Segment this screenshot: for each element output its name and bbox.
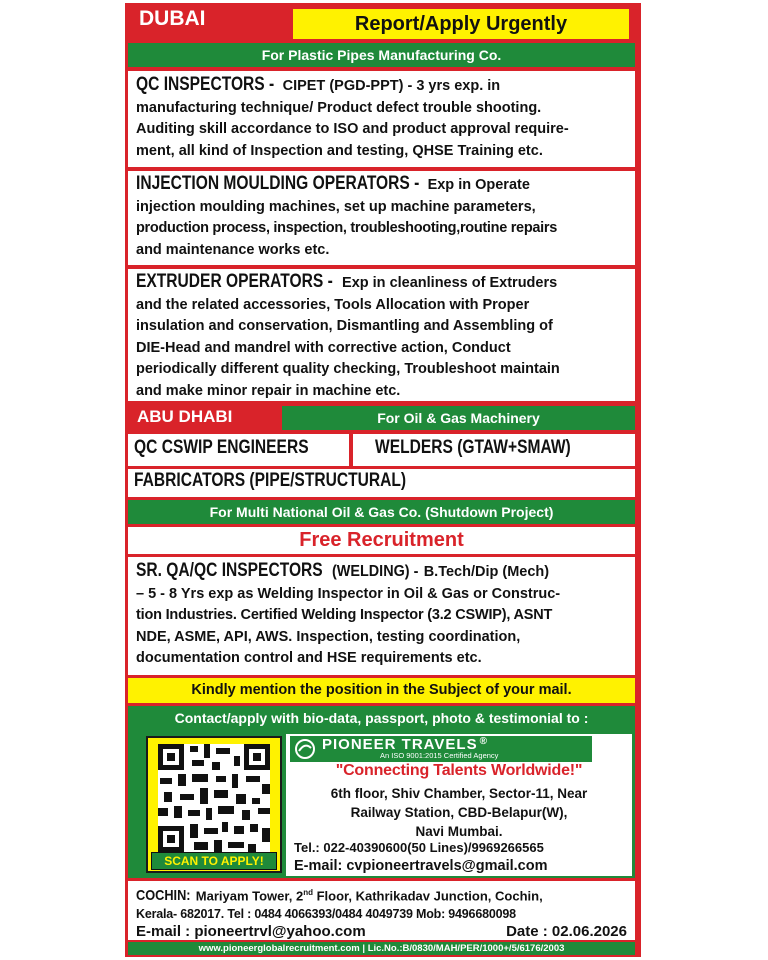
job-text: B.Tech/Dip (Mech) — [419, 564, 550, 580]
agency-address — [286, 784, 632, 841]
abu-dhabi-subtitle: For Oil & Gas Machinery — [282, 406, 635, 430]
cochin-address: Floor, Kathrikadav Junction, Cochin, — [312, 888, 543, 904]
job-advertisement — [125, 3, 641, 957]
job-sr-qa-qc-inspectors — [128, 557, 635, 675]
registered-mark: ® — [479, 736, 488, 747]
job-text: insulation and conservation, Dismantling and Assembling of — [136, 318, 553, 334]
job-title: INJECTION MOULDING OPERATORS - — [136, 173, 420, 194]
iso-certification: An ISO 9001:2015 Certified Agency — [380, 751, 499, 760]
job-title-suffix: (WELDING) - — [331, 563, 419, 580]
job-text: – 5 - 8 Yrs exp as Welding Inspector in Oil & Gas or Construc- — [136, 585, 561, 602]
job-text: production process, inspection, troubleshooting,routine repairs — [136, 220, 557, 236]
cochin-contact: Kerala- 682017. Tel : 0484 4066393/0484 4049739 Mob: 9496680098 — [136, 907, 516, 922]
job-text: injection moulding machines, set up machine parameters, — [136, 198, 536, 215]
job-extruder-operators — [128, 269, 635, 401]
city-dubai: DUBAI — [139, 7, 206, 30]
ordinal-suffix: nd — [303, 888, 313, 897]
agency-name: PIONEER TRAVELS — [322, 736, 478, 753]
subject-notice: Kindly mention the position in the Subject of your mail. — [128, 678, 635, 703]
job-title: QC INSPECTORS - — [136, 74, 275, 95]
job-fabricators — [128, 469, 635, 497]
agency-tagline: "Connecting Talents Worldwide!" — [335, 762, 583, 779]
agency-email[interactable]: E-mail: cvpioneertravels@gmail.com — [294, 858, 548, 874]
job-welders — [353, 434, 635, 466]
job-text: CIPET (PGD-PPT) - 3 yrs exp. in — [278, 78, 501, 94]
qr-code-panel[interactable] — [146, 736, 282, 873]
ad-date: Date : 02.06.2026 — [506, 923, 627, 941]
free-recruitment-text: Free Recruitment — [299, 529, 464, 551]
scan-to-apply-label: SCAN TO APPLY! — [151, 852, 277, 870]
job-injection-moulding — [128, 171, 635, 265]
job-text: DIE-Head and mandrel with corrective action, Conduct — [136, 339, 511, 356]
job-qc-cswip-engineers — [128, 434, 349, 466]
job-text: tion Industries. Certified Welding Inspector (3.2 CSWIP), ASNT — [136, 607, 553, 623]
job-text: documentation control and HSE requirements etc. — [136, 650, 482, 666]
job-text: periodically different quality checking, Troubleshoot maintain — [136, 361, 560, 377]
job-text: manufacturing technique/ Product defect trouble shooting. — [136, 99, 542, 116]
address-line: Navi Mumbai. — [415, 824, 503, 839]
job-text: and make minor repair in machine etc. — [136, 382, 401, 399]
address-line: 6th floor, Shiv Chamber, Sector-11, Near — [330, 786, 588, 801]
agency-phone[interactable]: Tel.: 022-40390600(50 Lines)/9969266565 — [294, 840, 544, 855]
job-title: WELDERS (GTAW+SMAW) — [375, 437, 571, 458]
job-text: NDE, ASME, API, AWS. Inspection, testing coordination, — [136, 628, 521, 645]
job-text: ment, all kind of Inspection and testing, QHSE Training etc. — [136, 142, 543, 159]
city-abu-dhabi: ABU DHABI — [137, 407, 233, 426]
job-text: and the related accessories, Tools Allocation with Proper — [136, 296, 530, 313]
cochin-office — [128, 881, 635, 940]
job-qc-inspectors — [128, 71, 635, 167]
free-recruitment — [128, 527, 635, 554]
cochin-email[interactable]: E-mail : pioneertrvl@yahoo.com — [136, 923, 366, 941]
contact-heading: Contact/apply with bio-data, passport, photo & testimonial to : — [174, 710, 589, 726]
address-line: Railway Station, CBD-Belapur(W), — [350, 805, 568, 820]
job-title: QC CSWIP ENGINEERS — [134, 437, 309, 458]
job-title: EXTRUDER OPERATORS - — [136, 271, 333, 292]
job-text: Exp in Operate — [423, 177, 530, 193]
job-text: Exp in cleanliness of Extruders — [338, 275, 558, 291]
agency-logo-bar — [290, 736, 592, 762]
footer-website[interactable]: www.pioneerglobalrecruitment.com | Lic.No.:B/0830/MAH/PER/1000+/5/6176/2003 — [128, 942, 635, 955]
cochin-label: COCHIN: — [136, 887, 191, 905]
qr-code[interactable] — [158, 744, 270, 852]
contact-section — [128, 706, 635, 878]
job-title: SR. QA/QC INSPECTORS — [136, 560, 323, 581]
agency-panel — [286, 734, 632, 876]
multinational-subtitle: For Multi National Oil & Gas Co. (Shutdown Project) — [128, 500, 635, 524]
job-title: FABRICATORS (PIPE/STRUCTURAL) — [134, 470, 407, 491]
job-text: Auditing skill accordance to ISO and product approval require- — [136, 121, 569, 137]
dubai-subtitle: For Plastic Pipes Manufacturing Co. — [128, 43, 635, 67]
urgent-banner: Report/Apply Urgently — [293, 9, 629, 39]
globe-icon — [294, 738, 316, 760]
job-text: and maintenance works etc. — [136, 241, 330, 258]
cochin-address: Mariyam Tower, 2 — [192, 888, 304, 904]
